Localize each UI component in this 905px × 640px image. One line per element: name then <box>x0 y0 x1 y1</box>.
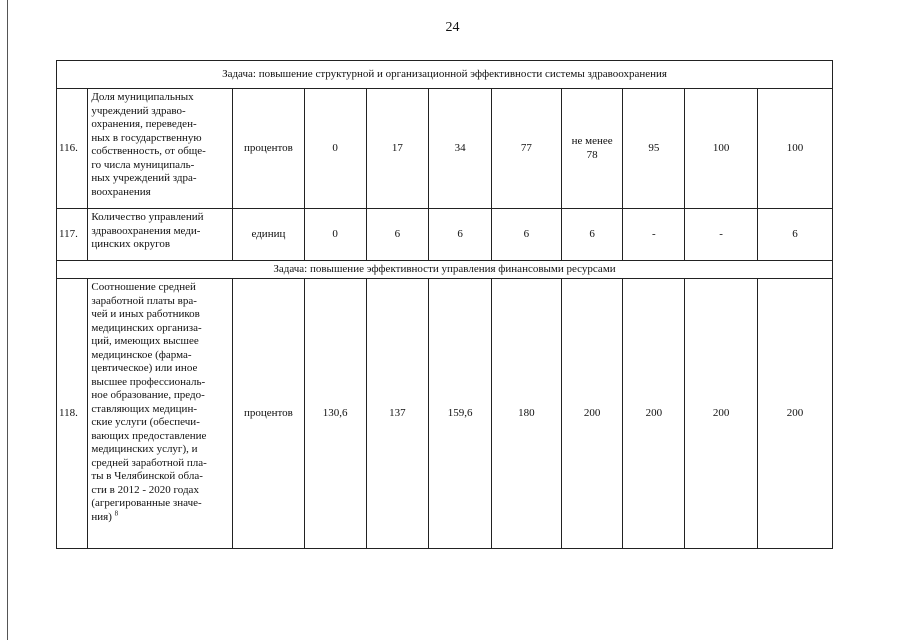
row-number: 116. <box>57 89 88 209</box>
unit-cell: процентов <box>233 279 305 549</box>
indicator-description: Количество управлений здравоохранения меди- цинских округов <box>88 209 233 261</box>
value-cell: 100 <box>758 89 833 209</box>
value-cell: 137 <box>366 279 429 549</box>
value-cell: не менее 78 <box>561 89 623 209</box>
footnote-marker: 8 <box>114 508 119 517</box>
value-cell: 0 <box>304 89 366 209</box>
row-number: 118. <box>57 279 88 549</box>
table-row <box>57 61 833 89</box>
section-task-heading: Задача: повышение структурной и организационной эффективности системы здравоохранения <box>57 61 833 89</box>
value-cell: 34 <box>429 89 492 209</box>
value-cell: 95 <box>623 89 685 209</box>
value-cell: 77 <box>491 89 561 209</box>
value-cell: 200 <box>561 279 623 549</box>
value-cell: 6 <box>366 209 429 261</box>
value-cell: 130,6 <box>304 279 366 549</box>
value-cell: - <box>685 209 758 261</box>
value-cell: 200 <box>623 279 685 549</box>
value-cell: - <box>623 209 685 261</box>
value-cell: 180 <box>491 279 561 549</box>
section-task-heading: Задача: повышение эффективности управления финансовыми ресурсами <box>57 261 833 279</box>
value-cell: 159,6 <box>429 279 492 549</box>
indicators-table <box>56 60 833 549</box>
value-cell: 0 <box>304 209 366 261</box>
unit-cell: единиц <box>233 209 305 261</box>
table-row <box>57 209 833 261</box>
unit-cell: процентов <box>233 89 305 209</box>
value-cell: 200 <box>685 279 758 549</box>
indicator-description: Соотношение средней заработной платы вра- чей и иных работников медицинских организа- ций, имеющих высшее медицинское (фарма- цевтическое) или иное высшее профессиональ- ное образование, предо- ставляющих медицин- ские услуги (обеспечи- вающих предоставление медицинских услуг), и средней заработной пла- ты в Челябинской обла- сти в 2012 - 2020 годах (агрегированные значе- ния) $^8$ <box>88 279 233 549</box>
table-row <box>57 261 833 279</box>
table-row <box>57 279 833 549</box>
indicator-description: Доля муниципальных учреждений здраво- охранения, переведен- ных в государственную собственность, от обще- го числа муниципаль- ных учреждений здра- воохранения <box>88 89 233 209</box>
row-number: 117. <box>57 209 88 261</box>
value-cell: 6 <box>491 209 561 261</box>
page-binding-line <box>7 0 8 640</box>
value-cell: 6 <box>758 209 833 261</box>
value-cell: 6 <box>561 209 623 261</box>
page-number: 24 <box>445 20 460 35</box>
table-row <box>57 89 833 209</box>
value-cell: 100 <box>685 89 758 209</box>
value-cell: 200 <box>758 279 833 549</box>
value-cell: 17 <box>366 89 429 209</box>
value-cell: 6 <box>429 209 492 261</box>
